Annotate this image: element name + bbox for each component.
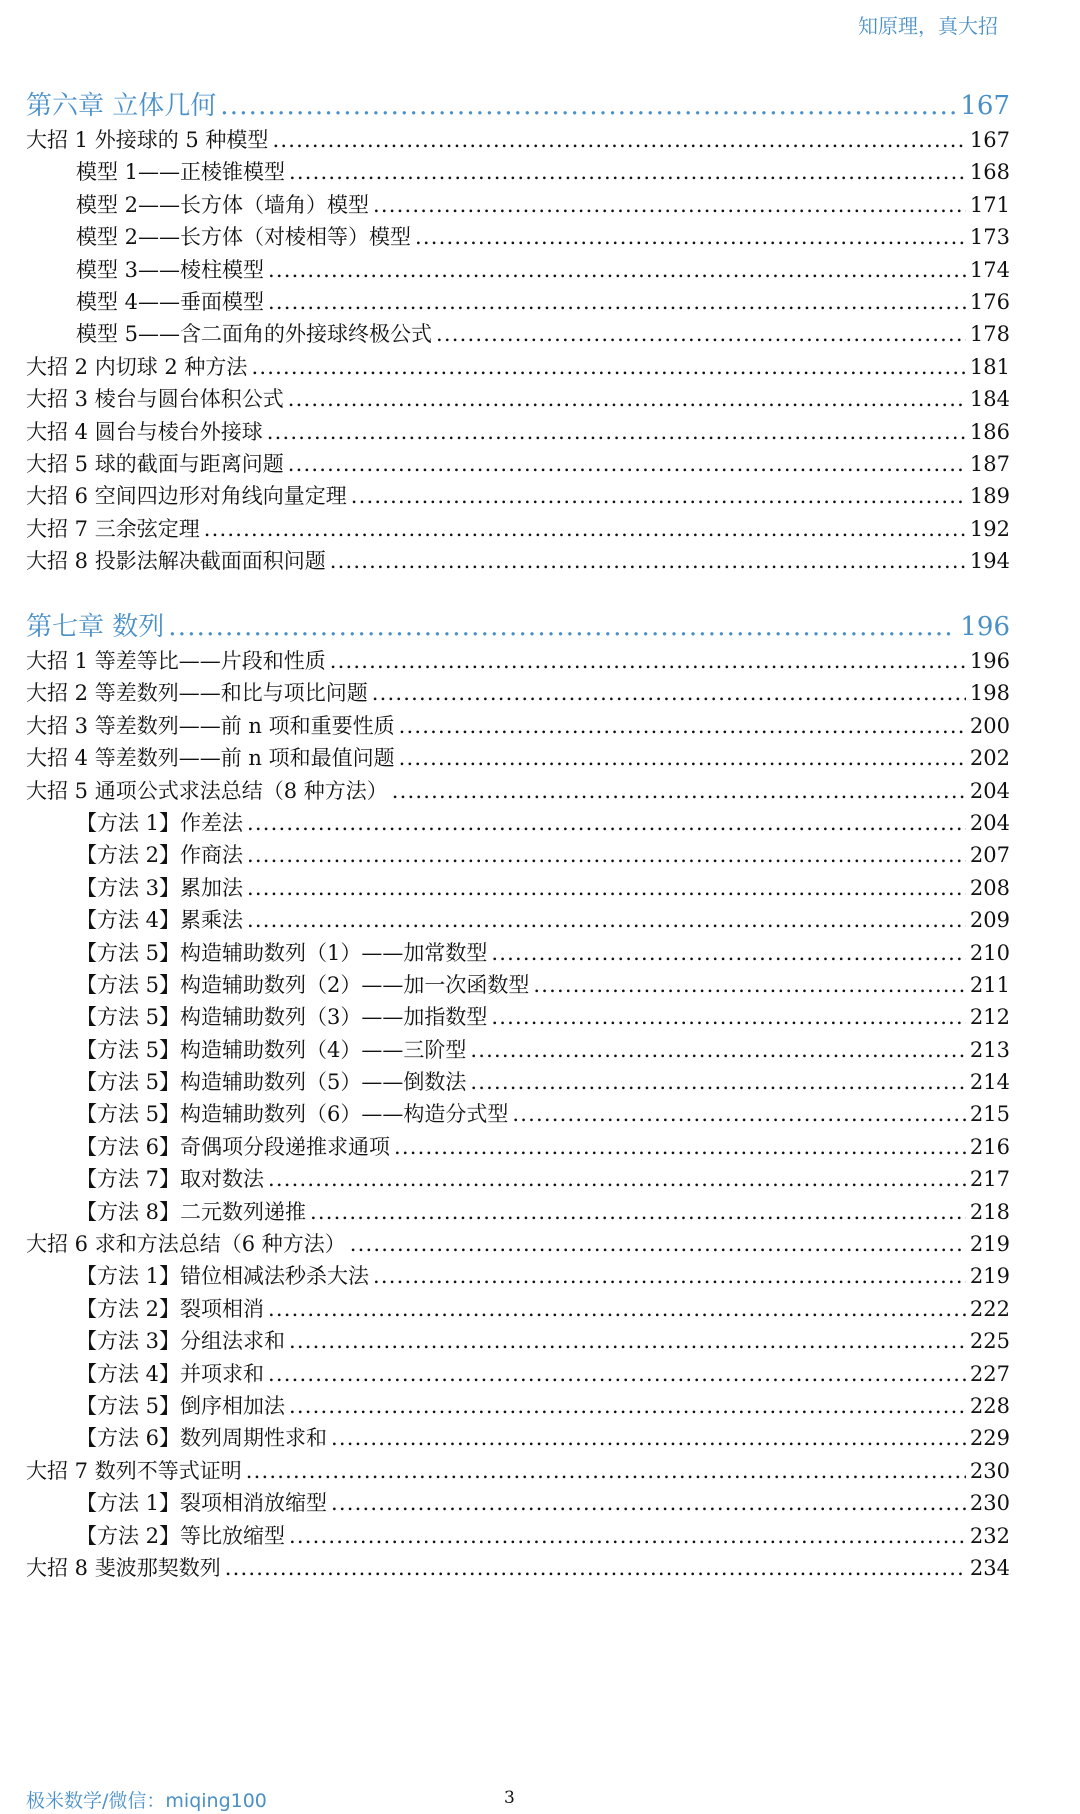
toc-entry-page: 228 bbox=[969, 1393, 1010, 1418]
dot-leader bbox=[267, 416, 966, 448]
toc-entry[interactable] bbox=[26, 1293, 1010, 1325]
dot-leader bbox=[289, 1325, 966, 1357]
toc-entry[interactable] bbox=[26, 742, 1010, 774]
toc-entry-title: 大招 6 求和方法总结（6 种方法） bbox=[26, 1232, 346, 1257]
toc-entry-page: 192 bbox=[969, 516, 1010, 541]
dot-leader bbox=[331, 1487, 966, 1519]
toc-entry-page: 212 bbox=[969, 1005, 1010, 1030]
toc-entry-title: 【方法 5】构造辅助数列（5）——倒数法 bbox=[76, 1070, 467, 1095]
toc-entry[interactable] bbox=[26, 1358, 1010, 1390]
toc-entry-title: 【方法 2】裂项相消 bbox=[76, 1296, 265, 1321]
toc-entry[interactable] bbox=[26, 545, 1010, 577]
dot-leader bbox=[220, 88, 956, 124]
toc-entry-title: 【方法 5】构造辅助数列（2）——加一次函数型 bbox=[76, 972, 530, 997]
toc-entry-title: 模型 2——长方体（墙角）模型 bbox=[76, 192, 370, 217]
toc-entry-page: 173 bbox=[969, 225, 1010, 250]
toc-entry-title: 大招 1 外接球的 5 种模型 bbox=[26, 128, 269, 152]
toc-entry-title: 大招 8 斐波那契数列 bbox=[26, 1555, 221, 1580]
toc-entry-title: 【方法 4】并项求和 bbox=[76, 1361, 265, 1386]
toc-entry-page: 230 bbox=[969, 1458, 1010, 1483]
dot-leader bbox=[310, 1196, 966, 1228]
toc-entry[interactable] bbox=[26, 904, 1010, 936]
toc-entry-title: 【方法 1】裂项相消放缩型 bbox=[76, 1491, 328, 1516]
toc-entry[interactable] bbox=[26, 1487, 1010, 1519]
dot-leader bbox=[268, 286, 966, 318]
dot-leader bbox=[491, 937, 966, 969]
toc-entry-page: 186 bbox=[969, 419, 1010, 444]
dot-leader bbox=[247, 872, 966, 904]
toc-entry-title: 大招 8 投影法解决截面面积问题 bbox=[26, 549, 326, 574]
dot-leader bbox=[289, 1520, 966, 1552]
dot-leader bbox=[330, 545, 966, 577]
toc-entry-title: 大招 3 等差数列——前 n 项和重要性质 bbox=[26, 713, 395, 738]
chapter-heading-page: 196 bbox=[960, 612, 1010, 642]
toc-entry-title: 大招 2 内切球 2 种方法 bbox=[26, 354, 248, 379]
toc-section bbox=[26, 88, 1010, 577]
toc-entry[interactable] bbox=[26, 448, 1010, 480]
toc-entry[interactable] bbox=[26, 221, 1010, 253]
toc-entry-page: 200 bbox=[969, 713, 1010, 738]
toc-entry-page: 167 bbox=[969, 128, 1010, 152]
dot-leader bbox=[373, 189, 966, 221]
toc-entry-page: 218 bbox=[969, 1199, 1010, 1224]
toc-entry-title: 模型 3——棱柱模型 bbox=[76, 257, 265, 282]
dot-leader bbox=[247, 839, 966, 871]
toc-entry-title: 模型 1——正棱锥模型 bbox=[76, 160, 286, 185]
toc-entry[interactable] bbox=[26, 286, 1010, 318]
toc-entry-page: 202 bbox=[969, 746, 1010, 771]
toc-entry-title: 模型 5——含二面角的外接球终极公式 bbox=[76, 322, 433, 347]
toc-entry[interactable] bbox=[26, 189, 1010, 221]
toc-entry[interactable] bbox=[26, 677, 1010, 709]
toc-entry[interactable] bbox=[26, 1098, 1010, 1130]
toc-entry[interactable] bbox=[26, 1066, 1010, 1098]
toc-entry[interactable] bbox=[26, 513, 1010, 545]
toc-entry[interactable] bbox=[26, 937, 1010, 969]
toc-entry-title: 【方法 5】构造辅助数列（1）——加常数型 bbox=[76, 940, 488, 965]
toc-entry-title: 【方法 4】累乘法 bbox=[76, 908, 244, 933]
toc-entry-title: 大招 5 通项公式求法总结（8 种方法） bbox=[26, 778, 388, 803]
dot-leader bbox=[247, 807, 966, 839]
dot-leader bbox=[268, 1293, 966, 1325]
dot-leader bbox=[204, 513, 966, 545]
toc-section bbox=[26, 609, 1010, 1584]
toc-entry-page: 204 bbox=[969, 810, 1010, 835]
toc-entry-title: 大招 4 圆台与棱台外接球 bbox=[26, 419, 263, 444]
dot-leader bbox=[246, 1455, 966, 1487]
toc-entry-page: 187 bbox=[969, 451, 1010, 476]
toc-entry-title: 【方法 2】作商法 bbox=[76, 843, 244, 868]
toc-entry-title: 模型 4——垂面模型 bbox=[76, 289, 265, 314]
toc-entry-title: 【方法 5】构造辅助数列（6）——构造分式型 bbox=[76, 1102, 509, 1127]
toc-entry-title: 模型 2——长方体（对棱相等）模型 bbox=[76, 225, 412, 250]
page-number: 3 bbox=[504, 1788, 515, 1808]
toc-entry-page: 207 bbox=[969, 843, 1010, 868]
dot-leader bbox=[436, 318, 966, 350]
toc-entry-title: 【方法 1】作差法 bbox=[76, 810, 244, 835]
toc-entry[interactable] bbox=[26, 1390, 1010, 1422]
toc-entry-page: 227 bbox=[969, 1361, 1010, 1386]
toc-entry[interactable] bbox=[26, 1422, 1010, 1454]
toc-entry[interactable] bbox=[26, 775, 1010, 807]
toc-entry-page: 184 bbox=[969, 387, 1010, 412]
toc-entry-page: 198 bbox=[969, 681, 1010, 706]
toc-entry[interactable] bbox=[26, 1552, 1010, 1584]
toc-entry-title: 【方法 6】奇偶项分段递推求通项 bbox=[76, 1134, 391, 1159]
toc-entry-title: 【方法 8】二元数列递推 bbox=[76, 1199, 307, 1224]
toc-entry-page: 194 bbox=[969, 549, 1010, 574]
toc-entry[interactable] bbox=[26, 807, 1010, 839]
toc-entry-page: 232 bbox=[969, 1523, 1010, 1548]
toc-entry-page: 204 bbox=[969, 778, 1010, 803]
toc-entry[interactable] bbox=[26, 1034, 1010, 1066]
toc-entry[interactable] bbox=[26, 1163, 1010, 1195]
toc-entry-title: 大招 3 棱台与圆台体积公式 bbox=[26, 387, 284, 412]
toc-entry[interactable] bbox=[26, 254, 1010, 286]
dot-leader bbox=[399, 710, 966, 742]
toc-entry-page: 211 bbox=[969, 972, 1010, 997]
dot-leader bbox=[415, 221, 966, 253]
toc-entry-page: 214 bbox=[969, 1070, 1010, 1095]
dot-leader bbox=[470, 1034, 966, 1066]
dot-leader bbox=[399, 742, 966, 774]
toc-entry-page: 216 bbox=[969, 1134, 1010, 1159]
dot-leader bbox=[330, 645, 966, 677]
toc-entry[interactable] bbox=[26, 872, 1010, 904]
toc-entry-title: 大招 7 数列不等式证明 bbox=[26, 1458, 242, 1483]
dot-leader bbox=[470, 1066, 966, 1098]
toc-entry-title: 【方法 1】错位相减法秒杀大法 bbox=[76, 1264, 370, 1289]
toc-entry[interactable] bbox=[26, 1001, 1010, 1033]
toc-entry-page: 176 bbox=[969, 289, 1010, 314]
chapter-heading-title: 第六章 立体几何 bbox=[26, 91, 217, 121]
toc-entry-title: 大招 5 球的截面与距离问题 bbox=[26, 451, 284, 476]
toc-entry-page: 178 bbox=[969, 322, 1010, 347]
toc-entry[interactable] bbox=[26, 124, 1010, 156]
dot-leader bbox=[289, 156, 966, 188]
toc-entry-title: 【方法 5】倒序相加法 bbox=[76, 1393, 286, 1418]
dot-leader bbox=[168, 609, 956, 645]
toc-entry-page: 229 bbox=[969, 1426, 1010, 1451]
toc-entry[interactable] bbox=[26, 1260, 1010, 1292]
dot-leader bbox=[247, 904, 966, 936]
dot-leader bbox=[373, 1260, 966, 1292]
header-tagline: 知原理，真大招 bbox=[858, 14, 998, 38]
dot-leader bbox=[350, 1228, 966, 1260]
dot-leader bbox=[288, 448, 966, 480]
toc-entry[interactable] bbox=[26, 1325, 1010, 1357]
toc-entry[interactable] bbox=[26, 969, 1010, 1001]
dot-leader bbox=[225, 1552, 966, 1584]
toc-entry-title: 【方法 5】构造辅助数列（4）——三阶型 bbox=[76, 1037, 467, 1062]
toc-entry[interactable] bbox=[26, 318, 1010, 350]
toc-entry[interactable] bbox=[26, 645, 1010, 677]
toc-entry-title: 【方法 3】累加法 bbox=[76, 875, 244, 900]
toc-entry-title: 大招 6 空间四边形对角线向量定理 bbox=[26, 484, 347, 509]
toc-entry[interactable] bbox=[26, 710, 1010, 742]
toc-entry-page: 219 bbox=[969, 1264, 1010, 1289]
toc-entry-title: 大招 4 等差数列——前 n 项和最值问题 bbox=[26, 746, 395, 771]
toc-entry-page: 174 bbox=[969, 257, 1010, 282]
chapter-heading-title: 第七章 数列 bbox=[26, 612, 165, 642]
chapter-heading-page: 167 bbox=[960, 91, 1010, 121]
toc-entry[interactable] bbox=[26, 1196, 1010, 1228]
toc-entry-page: 171 bbox=[969, 192, 1010, 217]
toc-entry-title: 【方法 7】取对数法 bbox=[76, 1167, 265, 1192]
dot-leader bbox=[289, 1390, 966, 1422]
toc-entry-page: 219 bbox=[969, 1232, 1010, 1257]
toc-entry[interactable] bbox=[26, 383, 1010, 415]
toc-entry-title: 大招 1 等差等比——片段和性质 bbox=[26, 649, 326, 673]
dot-leader bbox=[288, 383, 966, 415]
toc-entry-page: 222 bbox=[969, 1296, 1010, 1321]
toc-entry-page: 208 bbox=[969, 875, 1010, 900]
toc-entry-title: 大招 7 三余弦定理 bbox=[26, 516, 200, 541]
dot-leader bbox=[251, 351, 965, 383]
toc-entry[interactable] bbox=[26, 839, 1010, 871]
dot-leader bbox=[351, 480, 966, 512]
dot-leader bbox=[394, 1131, 966, 1163]
dot-leader bbox=[491, 1001, 966, 1033]
toc-entry-page: 209 bbox=[969, 908, 1010, 933]
toc-entry[interactable] bbox=[26, 1520, 1010, 1552]
toc-entry[interactable] bbox=[26, 1455, 1010, 1487]
toc-entry-page: 196 bbox=[969, 649, 1010, 673]
dot-leader bbox=[331, 1422, 966, 1454]
dot-leader bbox=[372, 677, 966, 709]
dot-leader bbox=[268, 254, 966, 286]
toc-entry[interactable] bbox=[26, 1131, 1010, 1163]
toc-entry-page: 181 bbox=[969, 354, 1010, 379]
toc-entry-page: 189 bbox=[969, 484, 1010, 509]
toc-entry-page: 210 bbox=[969, 940, 1010, 965]
dot-leader bbox=[272, 124, 965, 156]
toc-entry-page: 168 bbox=[969, 160, 1010, 185]
chapter-heading[interactable] bbox=[26, 609, 1010, 645]
toc-entry[interactable] bbox=[26, 416, 1010, 448]
toc-entry-page: 217 bbox=[969, 1167, 1010, 1192]
toc-entry[interactable] bbox=[26, 156, 1010, 188]
dot-leader bbox=[268, 1163, 966, 1195]
dot-leader bbox=[268, 1358, 966, 1390]
toc-entry-page: 213 bbox=[969, 1037, 1010, 1062]
chapter-heading[interactable] bbox=[26, 88, 1010, 124]
toc-entry[interactable] bbox=[26, 1228, 1010, 1260]
toc-entry[interactable] bbox=[26, 480, 1010, 512]
toc-entry-title: 大招 2 等差数列——和比与项比问题 bbox=[26, 681, 368, 706]
footer-source: 极米数学/微信：miqing100 bbox=[26, 1790, 267, 1812]
toc-entry-title: 【方法 6】数列周期性求和 bbox=[76, 1426, 328, 1451]
toc-entry[interactable] bbox=[26, 351, 1010, 383]
toc-entry-page: 215 bbox=[969, 1102, 1010, 1127]
toc-entry-page: 225 bbox=[969, 1329, 1010, 1354]
dot-leader bbox=[392, 775, 966, 807]
toc-entry-page: 230 bbox=[969, 1491, 1010, 1516]
dot-leader bbox=[512, 1098, 966, 1130]
dot-leader bbox=[533, 969, 966, 1001]
toc-entry-title: 【方法 3】分组法求和 bbox=[76, 1329, 286, 1354]
toc-entry-title: 【方法 2】等比放缩型 bbox=[76, 1523, 286, 1548]
toc-entry-title: 【方法 5】构造辅助数列（3）——加指数型 bbox=[76, 1005, 488, 1030]
toc-entry-page: 234 bbox=[969, 1555, 1010, 1580]
